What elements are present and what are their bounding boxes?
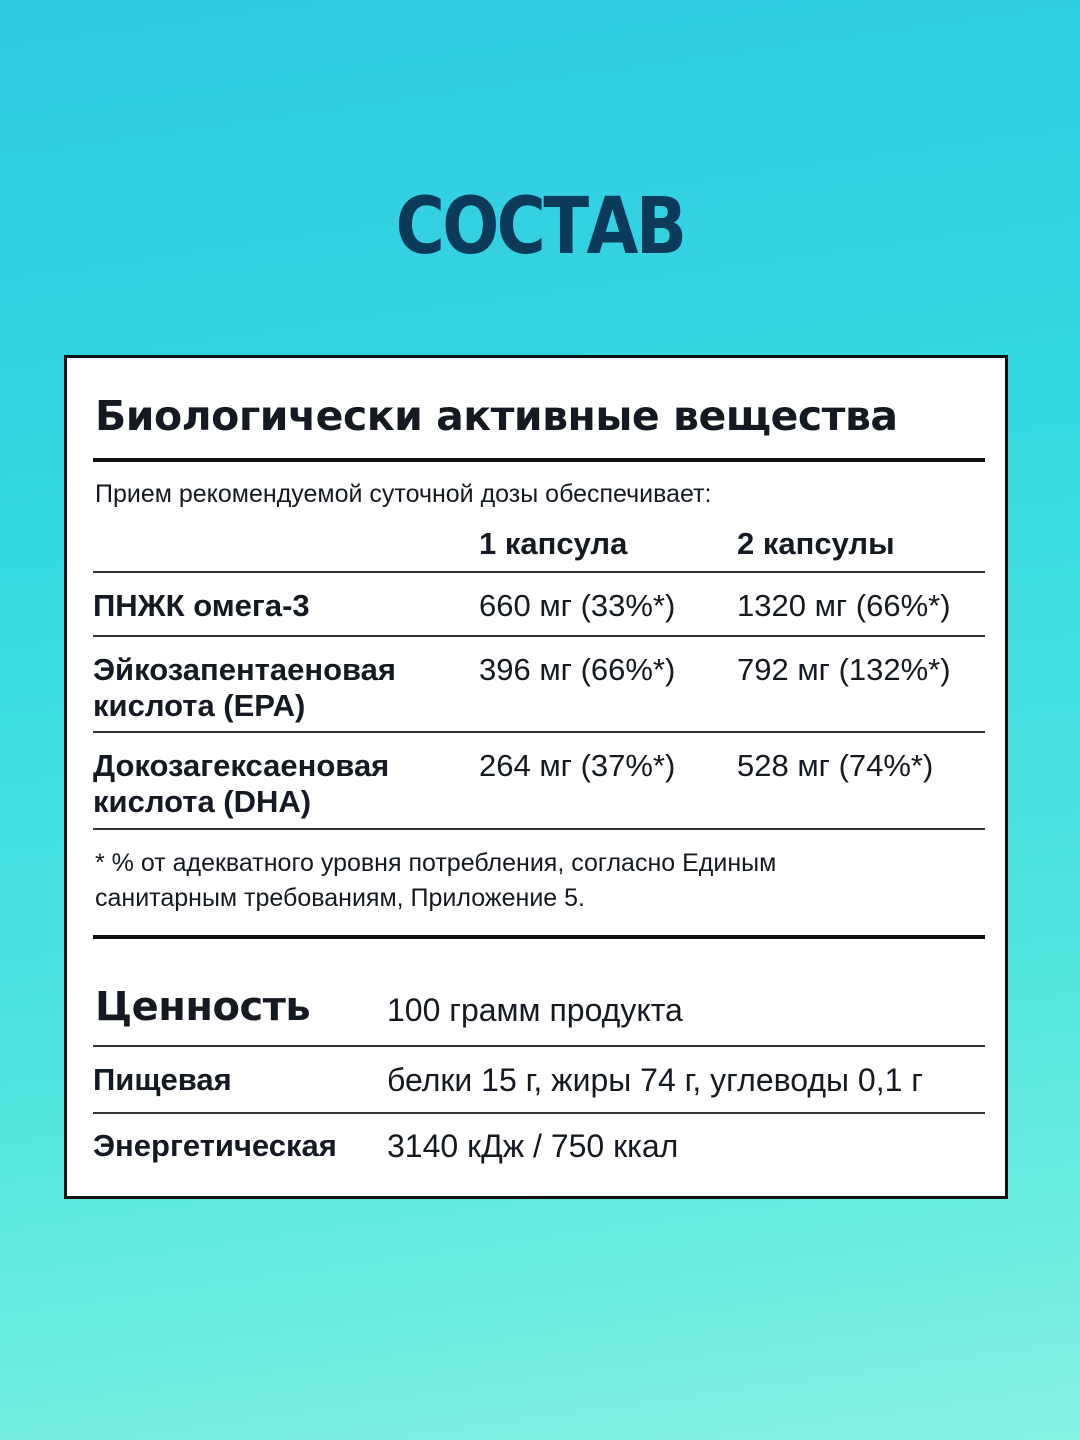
footnote-line: санитарным требованиям, Приложение 5. [95, 884, 585, 912]
row-value-1-capsule: 396 мг (66%*) [479, 652, 676, 687]
row-name-omega3 [93, 588, 310, 624]
row-name-line: Эйкозапентаеновая [93, 652, 396, 687]
page-title: СОСТАВ [395, 182, 685, 272]
footnote-line: * % от адекватного уровня потребления, согласно Единым [95, 849, 777, 877]
row-value-2-capsules: 792 мг (132%*) [737, 652, 951, 687]
nutritional-label: Пищевая [93, 1062, 232, 1097]
row-value-2-capsules: 1320 мг (66%*) [737, 588, 951, 623]
row-name-epa [93, 652, 396, 724]
energy-value: 3140 кДж / 750 ккал [387, 1128, 679, 1164]
divider-thin [93, 1112, 985, 1114]
row-value-2-capsules: 528 мг (74%*) [737, 748, 934, 783]
intro-text: Прием рекомендуемой суточной дозы обеспечивает: [95, 480, 712, 508]
value-subtitle: 100 грамм продукта [387, 992, 683, 1028]
divider-thick [93, 935, 985, 939]
divider-thin [93, 1045, 985, 1047]
column-header-2-capsules: 2 капсулы [737, 526, 895, 561]
divider-thin [93, 571, 985, 573]
divider-thick [93, 458, 985, 462]
row-value-1-capsule: 264 мг (37%*) [479, 748, 676, 783]
energy-label: Энергетическая [93, 1128, 337, 1163]
value-title: Ценность [95, 984, 311, 1030]
divider-thin [93, 731, 985, 733]
row-name-line: Докозагексаеновая [93, 748, 390, 783]
bioactive-title: Биологически активные вещества [95, 392, 898, 440]
row-name-line: ПНЖК омега-3 [93, 588, 310, 623]
divider-thin [93, 828, 985, 830]
nutritional-value: белки 15 г, жиры 74 г, углеводы 0,1 г [387, 1062, 923, 1098]
row-name-line: кислота (EPA) [93, 688, 306, 723]
column-header-1-capsule: 1 капсула [479, 526, 628, 561]
composition-card [64, 355, 1008, 1199]
divider-thin [93, 635, 985, 637]
row-value-1-capsule: 660 мг (33%*) [479, 588, 676, 623]
row-name-dha [93, 748, 389, 820]
row-name-line: кислота (DHA) [93, 784, 312, 819]
footnote [95, 846, 776, 916]
